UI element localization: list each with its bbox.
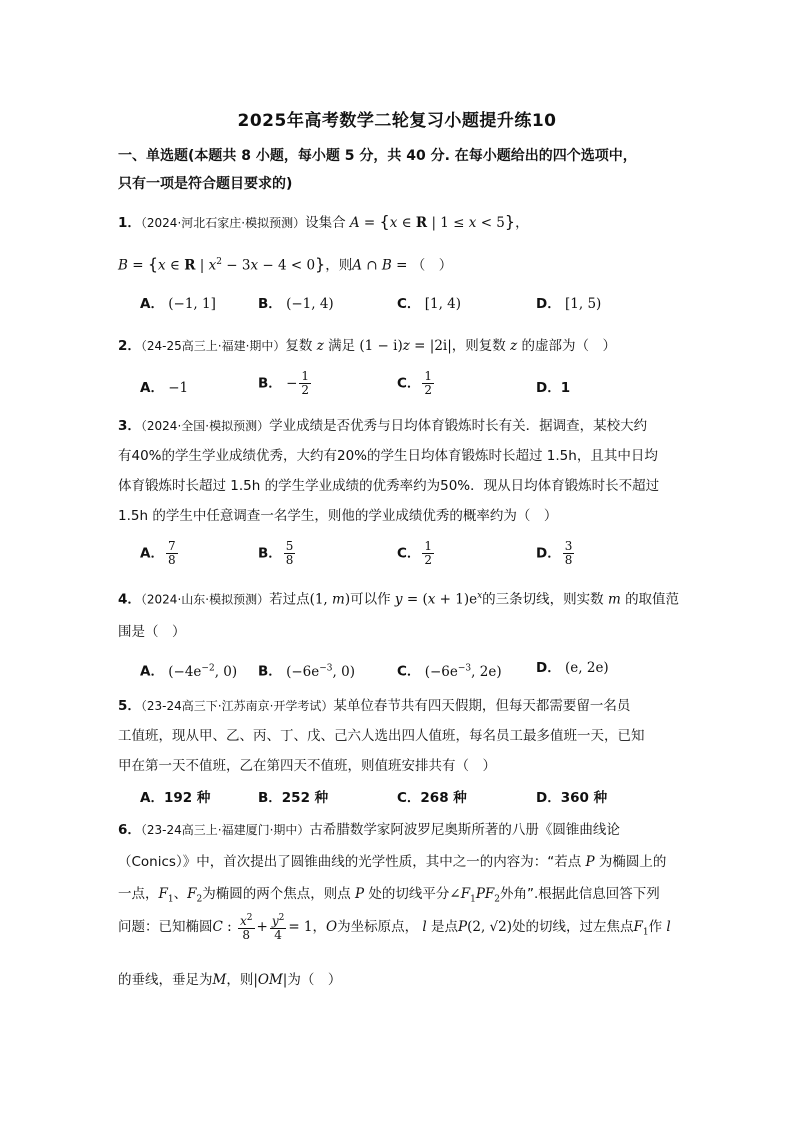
q1-blank: （ ） (411, 257, 453, 274)
q2-option-b: B． − $\frac{1}{2}$ (258, 369, 310, 397)
q1-source: （2024·河北石家庄·模拟预测） (140, 216, 306, 230)
q1-stem-line-2: B = {x ∈ R | $x^2 - 3x - 4 < 0$}，则A ∩ B = （ ） (118, 254, 453, 274)
q2-stem: 2．（24-25高三上·福建·期中）复数 z 满足 (1 − i)z = |2i|，则复数 z 的虚部为（ ） (118, 338, 616, 354)
q4-stem-line-2: 围是（ ） (118, 624, 186, 640)
q3-option-d: D． $\frac{3}{8}$ (536, 539, 573, 567)
q3-stem-line-1: 3．（2024·全国·模拟预测）学业成绩是否优秀与日均体育锻炼时长有关．据调查，某校大约 (118, 418, 648, 434)
q5-option-a: A．192 种 (140, 790, 211, 806)
page-title: 2025年高考数学二轮复习小题提升练10 (237, 111, 557, 131)
q2-option-c: C． $\frac{1}{2}$ (397, 369, 433, 397)
q6-stem-line-4: 问题：已知椭圆C : $\frac{x^2}{8}$ + $\frac{y^2}{4}$ = 1，O为坐标原点， l 是点P(2, √2)处的切线，过左焦点$F_1$作 l (118, 913, 671, 942)
q5-stem-line-1: 5．（23-24高三下·江苏南京·开学考试）某单位春节共有四天假期，但每天都需要留一名员 (118, 698, 631, 714)
q2-option-d: D．1 (536, 380, 571, 396)
q4-option-d: D． (e, 2e) (536, 660, 609, 676)
q1-stem-line-1: 1．（2024·河北石家庄·模拟预测）设集合 A = {x ∈ R | 1 ≤ x < 5}， (118, 212, 529, 231)
q6-stem-line-2: （Conics）》中，首次提出了圆锥曲线的光学性质，其中之一的内容为：“若点 P 为椭圆上的 (118, 854, 667, 870)
q1-number: 1． (118, 215, 141, 231)
q3-option-a: A． $\frac{7}{8}$ (140, 539, 176, 567)
q6-stem-line-1: 6．（23-24高三上·福建厦门·期中）古希腊数学家阿波罗尼奥斯所著的八册《圆锥曲线论 (118, 822, 620, 838)
q1-option-c: C． [1, 4) (397, 296, 462, 312)
section-heading-line-1: 一、单选题(本题共 8 小题，每小题 5 分，共 40 分. 在每小题给出的四个选项中， (118, 148, 637, 164)
q4-option-b: B． ($-6e^{-3}$, 0) (258, 663, 355, 680)
q2-number: 2． (118, 338, 141, 354)
q2-source: （24-25高三上·福建·期中） (140, 339, 286, 353)
q5-stem-line-3: 甲在第一天不值班，乙在第四天不值班，则值班安排共有（ ） (118, 758, 496, 774)
q1-option-b: B． (−1, 4) (258, 296, 334, 312)
q3-number: 3． (118, 418, 141, 434)
q6-stem-line-3: 一点，$F_1$、$F_2$为椭圆的两个焦点，则点 P 处的切线平分$\angle F_1PF_2$外角”.根据此信息回答下列 (118, 886, 660, 905)
q3-option-c: C． $\frac{1}{2}$ (397, 539, 433, 567)
q1-option-d: D． [1, 5) (536, 296, 602, 312)
q6-number: 6． (118, 822, 141, 838)
q6-source: （23-24高三上·福建厦门·期中） (140, 823, 310, 837)
q5-option-b: B．252 种 (258, 790, 329, 806)
q4-option-c: C． ($-6e^{-3}$, 2e) (397, 663, 502, 680)
q3-stem-line-2: 有40%的学生学业成绩优秀，大约有20%的学生日均体育锻炼时长超过 1.5h，且其中日均 (118, 448, 658, 464)
q5-option-d: D．360 种 (536, 790, 608, 806)
q4-source: （2024·山东·模拟预测） (140, 592, 270, 607)
q6-stem-line-5: 的垂线，垂足为M，则|OM|为（ ） (118, 972, 342, 988)
q3-source: （2024·全国·模拟预测） (140, 419, 270, 433)
q4-option-a: A． ($-4e^{-2}$, 0) (140, 663, 238, 680)
q1-option-a: A． (−1, 1] (140, 296, 216, 312)
q5-option-c: C．268 种 (397, 790, 467, 806)
q2-option-a: A． −1 (140, 380, 189, 396)
q1-stem-text: 设集合 (305, 215, 346, 231)
q3-stem-line-4: 1.5h 的学生中任意调查一名学生，则他的学业成绩优秀的概率约为（ ） (118, 508, 558, 524)
q3-option-b: B． $\frac{5}{8}$ (258, 539, 294, 567)
q5-number: 5． (118, 698, 141, 714)
q3-stem-line-3: 体育锻炼时长超过 1.5h 的学生学业成绩的优秀率约为50%．现从日均体育锻炼时长不超过 (118, 478, 660, 494)
section-heading-line-2: 只有一项是符合题目要求的) (118, 176, 293, 192)
q5-stem-line-2: 工值班，现从甲、乙、丙、丁、戊、己六人选出四人值班，每名员工最多值班一天，已知 (118, 728, 645, 744)
q1-stem-text-2: 则 (338, 257, 353, 274)
q5-source: （23-24高三下·江苏南京·开学考试） (140, 699, 334, 713)
q4-number: 4． (118, 591, 141, 608)
q4-stem-line-1: 4．（2024·山东·模拟预测）若过点(1, m)可以作 $y = (x + 1)e^x$的三条切线，则实数 m 的取值范 (118, 591, 680, 608)
